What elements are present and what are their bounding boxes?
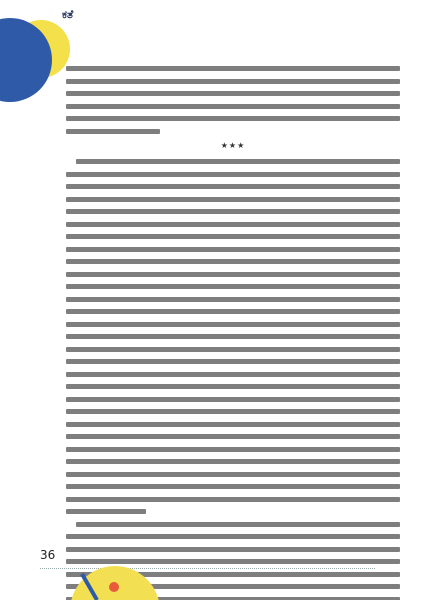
running-head: ಕತೆ xyxy=(62,8,74,21)
footer-rule xyxy=(40,568,375,569)
section-break: ★★★ xyxy=(220,141,246,150)
paragraph xyxy=(66,159,400,514)
paragraph xyxy=(66,66,400,134)
page-number: 36 xyxy=(40,548,56,562)
clock-center-icon xyxy=(109,582,119,592)
story-body xyxy=(66,66,400,600)
